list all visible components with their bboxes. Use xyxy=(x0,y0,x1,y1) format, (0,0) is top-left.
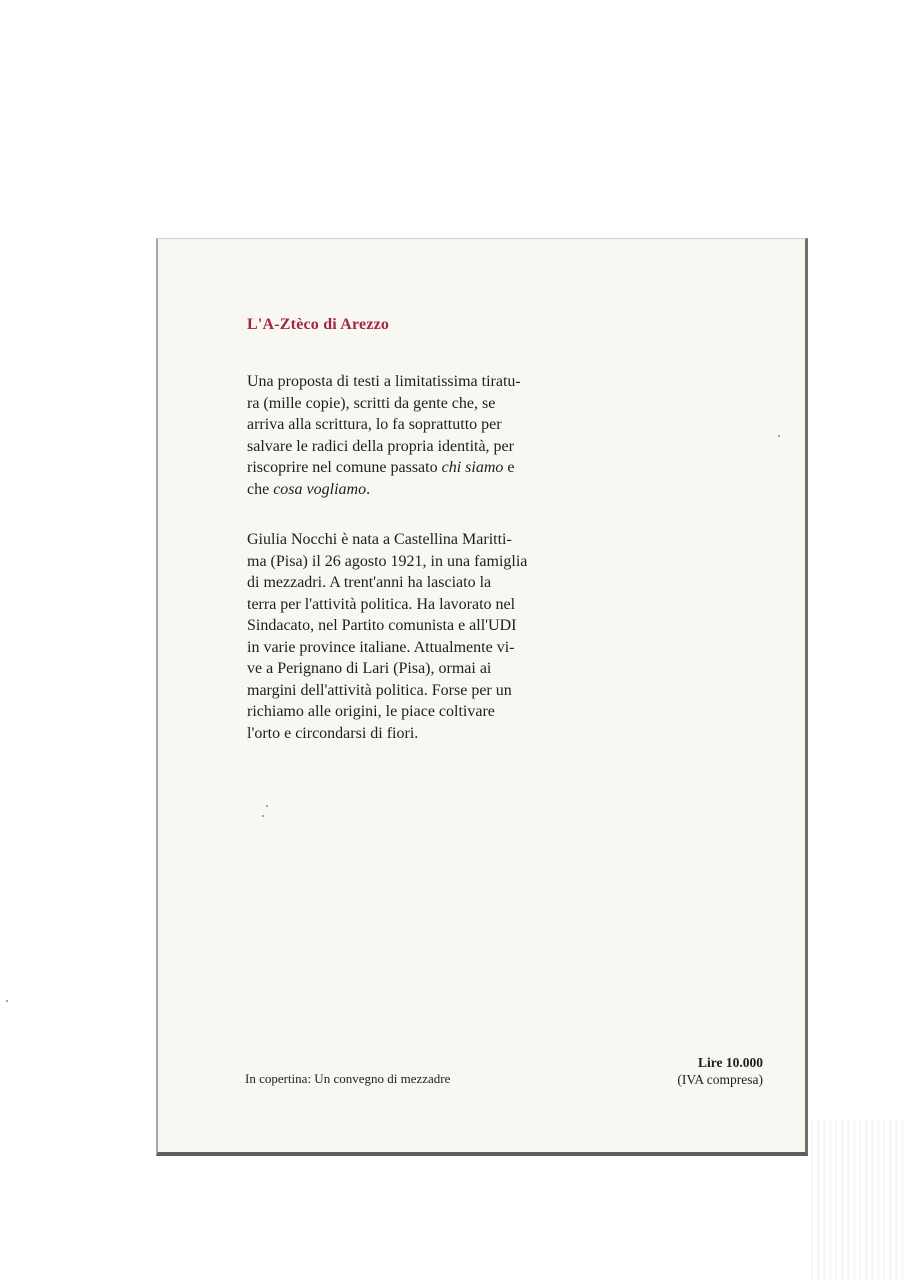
author-bio-line: terra per l'attività politica. Ha lavorato nel xyxy=(247,595,516,613)
series-description-line: arriva alla scrittura, lo fa soprattutto per xyxy=(247,416,502,433)
emphasis-cosa-vogliamo: cosa vogliamo xyxy=(273,480,367,498)
price-block xyxy=(677,1054,763,1088)
author-bio xyxy=(247,529,554,744)
scan-speck xyxy=(6,1000,8,1002)
paper-speck xyxy=(262,815,264,817)
line-text: e xyxy=(503,459,515,476)
author-bio-line: margini dell'attività politica. Forse per un xyxy=(247,681,512,699)
paper-speck xyxy=(266,805,268,807)
price-amount: Lire 10.000 xyxy=(698,1055,763,1070)
scan-edge-streak xyxy=(808,1120,905,1280)
author-bio-line: di mezzadri. A trent'anni ha lasciato la xyxy=(247,574,492,591)
author-bio-line: ma (Pisa) il 26 agosto 1921, in una famiglia xyxy=(247,552,528,570)
author-bio-line: l'orto e circondarsi di fiori. xyxy=(247,724,419,742)
series-description-line: salvare le radici della propria identità, per xyxy=(247,437,514,455)
author-bio-line: Sindacato, nel Partito comunista e all'UDI xyxy=(247,617,517,634)
author-bio-line: richiamo alle origini, le piace coltivare xyxy=(247,703,495,720)
series-description-line xyxy=(247,457,554,479)
line-text: che xyxy=(247,480,274,498)
author-bio-line: ve a Perignano di Lari (Pisa), ormai ai xyxy=(247,660,492,677)
line-text: riscoprire nel comune passato xyxy=(247,459,442,476)
paper-speck xyxy=(778,435,780,437)
line-text: . xyxy=(366,480,371,498)
series-description-line xyxy=(247,479,554,501)
series-title: L'A-Ztèco di Arezzo xyxy=(247,316,390,333)
series-description-line: Una proposta di testi a limitatissima tiratu- xyxy=(247,373,521,390)
emphasis-chi-siamo: chi siamo xyxy=(441,459,504,476)
author-bio-line: in varie province italiane. Attualmente vi- xyxy=(247,638,515,656)
series-description-line: ra (mille copie), scritti da gente che, se xyxy=(247,394,496,412)
price-note: (IVA compresa) xyxy=(677,1072,763,1087)
author-bio-line: Giulia Nocchi è nata a Castellina Maritti- xyxy=(247,531,512,548)
cover-caption: In copertina: Un convegno di mezzadre xyxy=(245,1071,451,1086)
series-description xyxy=(247,371,554,500)
back-cover xyxy=(156,238,808,1156)
